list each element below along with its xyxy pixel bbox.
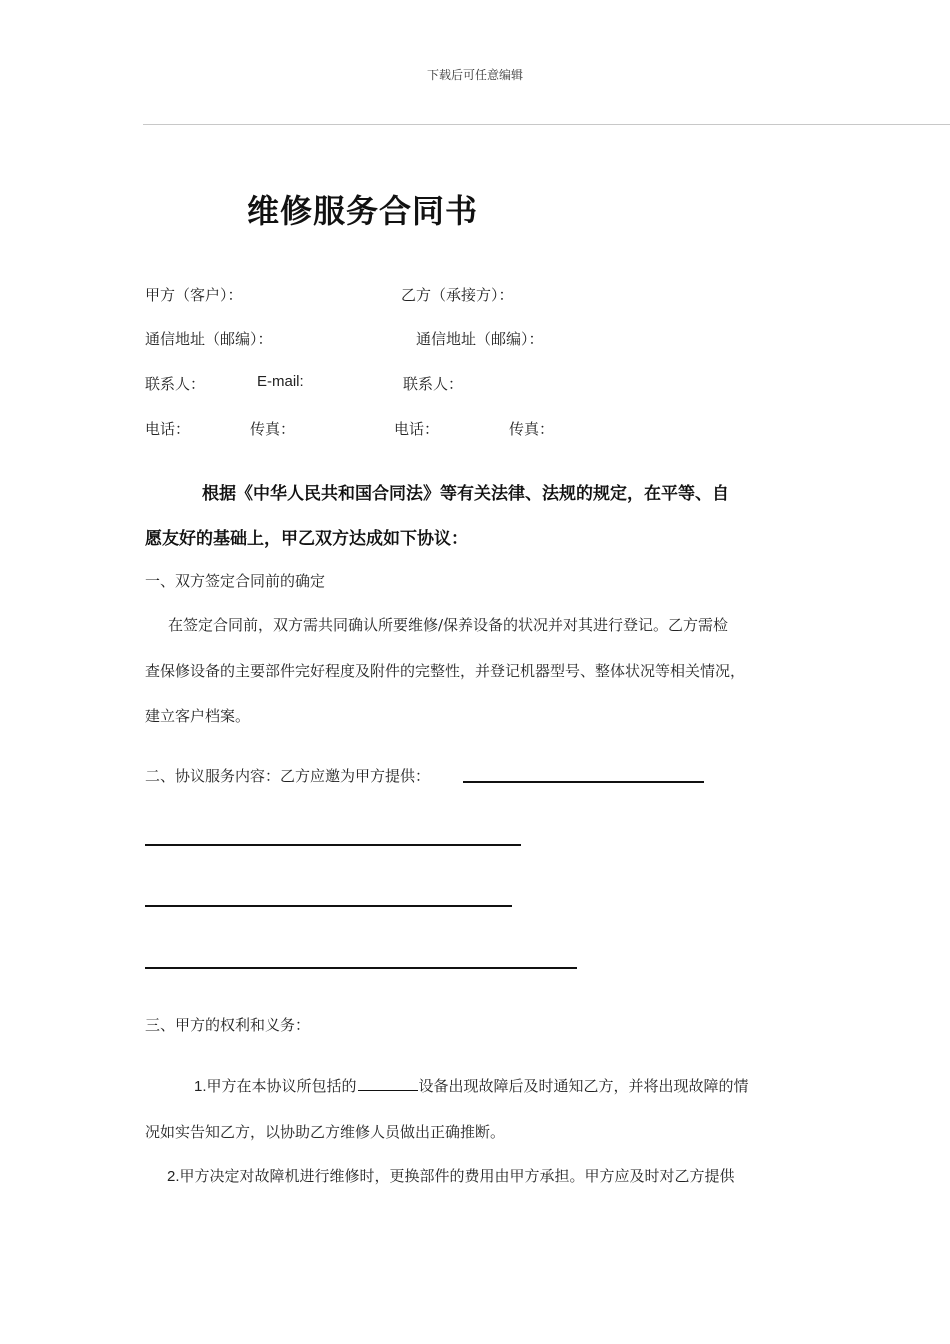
preamble-line-2: 愿友好的基础上，甲乙双方达成如下协议： xyxy=(145,529,468,549)
device-blank-field xyxy=(358,1076,418,1091)
contact-a-label: 联系人： xyxy=(145,375,206,393)
service-fill-line-2 xyxy=(145,905,512,907)
item-2-text: 甲方决定对故障机进行维修时，更换部件的费用由甲方承担。甲方应及时对乙方提供 xyxy=(179,1167,735,1185)
phone-b-label: 电话： xyxy=(394,420,440,438)
section-1-line-1: 在签定合同前，双方需共同确认所要维修/保养设备的状况并对其进行登记。乙方需检 xyxy=(168,616,729,634)
address-b-label: 通信地址（邮编）： xyxy=(416,330,544,348)
document-title: 维修服务合同书 xyxy=(247,192,479,230)
section-3-heading: 三、甲方的权利和义务： xyxy=(145,1016,311,1034)
preamble-line-1: 根据《中华人民共和国合同法》等有关法律、法规的规定，在平等、自 xyxy=(202,484,729,504)
party-a-label: 甲方（客户）： xyxy=(145,286,243,304)
item-1-text-a: 甲方在本协议所包括的 xyxy=(206,1077,357,1095)
section-1-line-2: 查保修设备的主要部件完好程度及附件的完整性，并登记机器型号、整体状况等相关情况， xyxy=(145,662,746,680)
item-2-number: 2. xyxy=(167,1168,180,1185)
item-1-text-b: 设备出现故障后及时通知乙方，并将出现故障的情 xyxy=(418,1077,749,1095)
section-2-heading: 二、协议服务内容：乙方应邀为甲方提供： xyxy=(145,767,431,785)
fax-a-label: 传真： xyxy=(250,420,296,438)
section-1-heading: 一、双方签定合同前的确定 xyxy=(145,572,326,590)
section-3-item-2 xyxy=(167,1165,735,1186)
party-b-label: 乙方（承接方）： xyxy=(401,286,514,304)
header-note: 下载后可任意编辑 xyxy=(426,68,523,82)
section-3-item-1-line-2: 况如实告知乙方，以协助乙方维修人员做出正确推断。 xyxy=(145,1123,506,1141)
section-3-item-1 xyxy=(194,1075,749,1096)
section-1-line-3: 建立客户档案。 xyxy=(145,707,251,725)
fax-b-label: 传真： xyxy=(509,420,555,438)
contact-b-label: 联系人： xyxy=(403,375,464,393)
item-1-number: 1. xyxy=(194,1078,207,1095)
phone-a-label: 电话： xyxy=(145,420,191,438)
email-label: E-mail: xyxy=(257,373,304,390)
service-fill-line-inline xyxy=(463,781,704,783)
service-fill-line-3 xyxy=(145,967,577,969)
address-a-label: 通信地址（邮编）： xyxy=(145,330,273,348)
header-divider xyxy=(143,124,950,125)
service-fill-line-1 xyxy=(145,844,521,846)
